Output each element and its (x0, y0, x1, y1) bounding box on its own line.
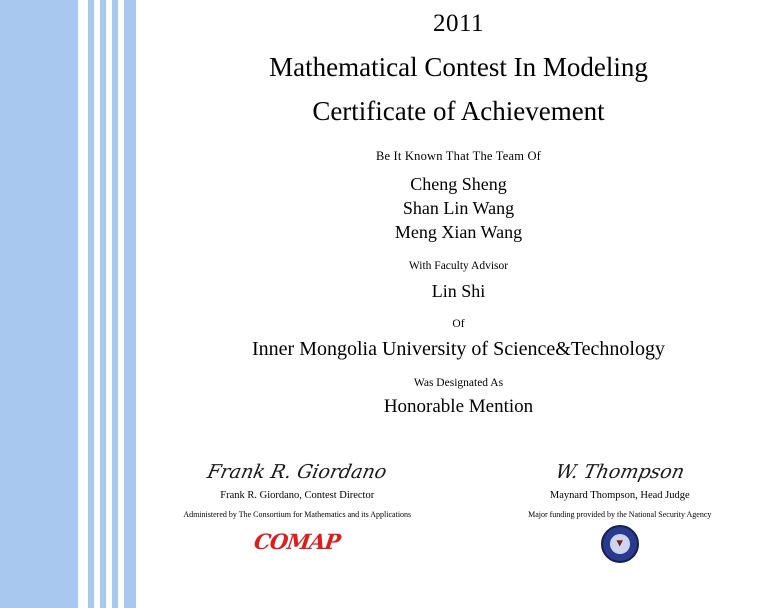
team-label: Be It Known That The Team Of (375, 149, 542, 163)
decorative-bar-3 (112, 0, 118, 608)
eagle-icon: ▼ (614, 537, 626, 550)
of-label: Of (452, 318, 465, 331)
signatory-name: Maynard Thompson, Head Judge (549, 490, 690, 501)
institution-name: Inner Mongolia University of Science&Technology (252, 338, 665, 361)
decorative-bar-wide (0, 0, 78, 608)
signature-mark: W. Thompson (553, 461, 687, 483)
signature-area (136, 455, 781, 568)
decorative-bar-1 (88, 0, 94, 608)
team-member: Cheng Sheng (410, 174, 507, 194)
contest-title: Mathematical Contest In Modeling (269, 52, 648, 82)
team-member: Shan Lin Wang (402, 197, 515, 218)
administering-organization: Administered by The Consortium for Mathematics and its Applications (183, 510, 412, 519)
signatory-name: Frank R. Giordano, Contest Director (220, 490, 375, 501)
decorative-bar-2 (100, 0, 106, 608)
funding-organization: Major funding provided by the National Security Agency (528, 510, 712, 519)
team-member: Meng Xian Wang (394, 221, 523, 242)
signature-block-contest-director (147, 455, 447, 568)
decorative-bar-4 (124, 0, 136, 608)
signature-block-head-judge (470, 455, 770, 568)
designated-label: Was Designated As (413, 377, 504, 390)
certificate-subtitle: Certificate of Achievement (312, 96, 605, 126)
certificate-year: 2011 (432, 10, 485, 37)
signature-mark: Frank R. Giordano (205, 461, 389, 483)
award-designation: Honorable Mention (383, 396, 534, 418)
team-member-list (136, 173, 781, 244)
comap-logo: COMAP (252, 529, 342, 554)
advisor-label: With Faculty Advisor (408, 260, 509, 273)
nsa-seal (601, 525, 639, 563)
advisor-name: Lin Shi (431, 281, 486, 302)
